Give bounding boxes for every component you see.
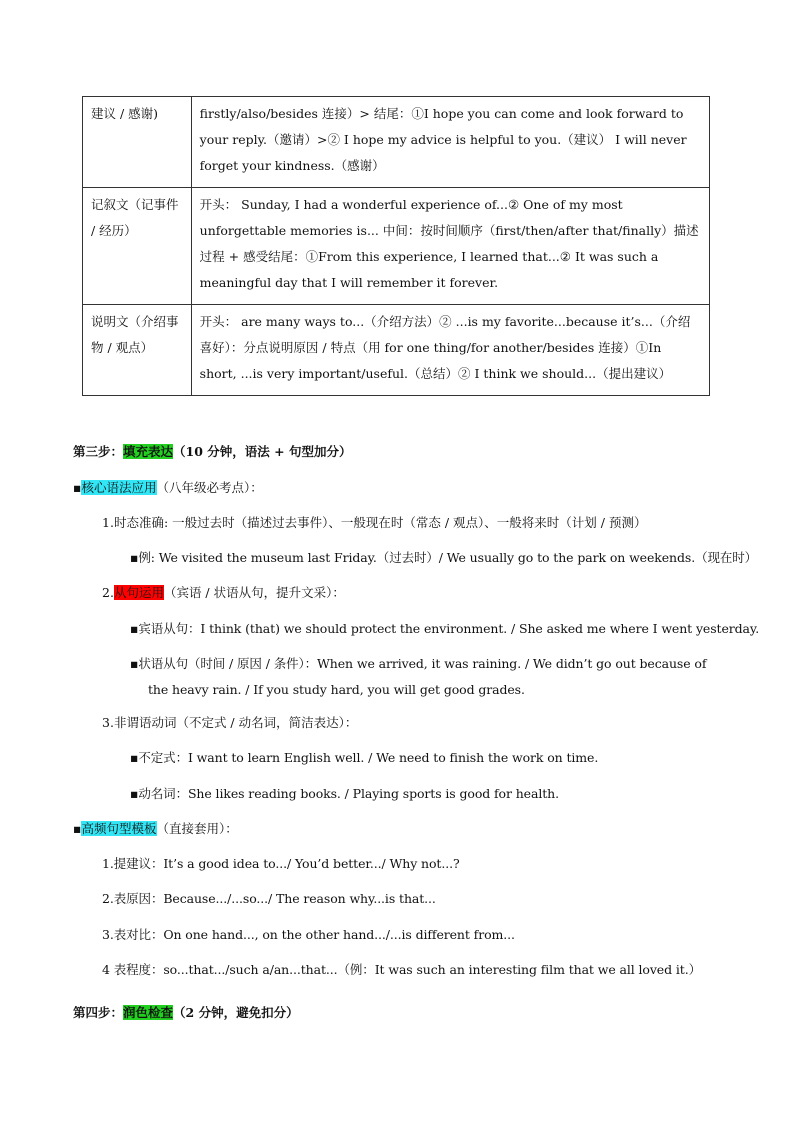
step3-prefix: 第三步： — [73, 444, 124, 459]
item-number: 2. — [102, 891, 114, 906]
item-number: 1. — [102, 515, 114, 530]
table-cell-content: 开头： are many ways to...（介绍方法）② ...is my favorite...because it’s...（介绍喜好）：分点说明原因 / 特点（用 for one thing/for another/besides 连接）①In short, ...is very important/useful.（总结）② I think we should...（提出建议） — [191, 305, 709, 396]
pattern-item-4 — [102, 961, 701, 979]
patterns-heading — [73, 820, 238, 838]
item-number: 3. — [102, 715, 114, 730]
pattern-item-3 — [102, 926, 515, 944]
table-cell-type: 记叙文（记事件 / 经历） — [83, 188, 192, 305]
grammar-title-suffix: （八年级必考点）： — [156, 480, 263, 495]
item-title: 非谓语动词 — [113, 715, 177, 730]
pattern-item-2 — [102, 890, 436, 908]
table-cell-content: firstly/also/besides 连接）> 结尾：①I hope you can come and look forward to your reply.（邀请）>② I hope my advice is helpful to you.（建议） I will never forget your kindness.（感谢） — [191, 97, 709, 188]
item-text: : 一般过去时（描述过去事件）、一般现在时（常态 / 观点）、一般将来时（计划 / 预测） — [163, 515, 647, 530]
item-text: ：It’s a good idea to.../ You’d better.../ Why not...? — [150, 856, 460, 871]
table-cell-type: 建议 / 感谢) — [83, 97, 192, 188]
grammar-item-2-example-1: ▪宾语从句：I think (that) we should protect the environment. / She asked me where I went yesterday. — [130, 621, 760, 636]
item-title: 表程度 — [113, 962, 151, 977]
grammar-title: 核心语法应用 — [81, 480, 157, 495]
grammar-item-1 — [102, 514, 646, 532]
item-suffix: （宾语 / 状语从句，提升文采）： — [163, 585, 345, 600]
item-text: ：so...that.../such a/an...that...（例：It was such an interesting film that we all loved it.） — [150, 962, 701, 977]
grammar-heading — [73, 479, 263, 497]
patterns-title: 高频句型模板 — [81, 821, 157, 836]
step4-title: 润色检查 — [123, 1005, 174, 1020]
grammar-item-3-example-1: ▪不定式：I want to learn English well. / We need to finish the work on time. — [130, 750, 599, 765]
item-title: 表原因 — [113, 891, 151, 906]
step4-heading — [73, 1004, 299, 1022]
grammar-item-3-example-2: ▪动名词：She likes reading books. / Playing sports is good for health. — [130, 786, 559, 801]
step3-title: 填充表达 — [123, 444, 174, 459]
item-number: 3. — [102, 927, 114, 942]
grammar-item-3 — [102, 714, 357, 732]
grammar-item-2-example-2-cont: the heavy rain. / If you study hard, you will get good grades. — [148, 682, 525, 697]
step3-heading — [73, 443, 351, 461]
grammar-item-1-example: ▪例: We visited the museum last Friday.（过去时）/ We usually go to the park on weekends.（现在时） — [130, 550, 758, 565]
item-text: ：Because.../...so.../ The reason why...is that... — [150, 891, 436, 906]
table-row — [83, 188, 710, 305]
step4-suffix: （2 分钟，避免扣分） — [173, 1005, 299, 1020]
bullet-icon: ▪ — [73, 480, 82, 495]
table-row — [83, 97, 710, 188]
item-number: 4 — [102, 962, 114, 977]
table-row — [83, 305, 710, 396]
step4-prefix: 第四步： — [73, 1005, 124, 1020]
item-number: 1. — [102, 856, 114, 871]
item-suffix: （不定式 / 动名词，简洁表达）： — [176, 715, 358, 730]
grammar-item-2 — [102, 584, 345, 602]
patterns-title-suffix: （直接套用）： — [156, 821, 238, 836]
pattern-item-1 — [102, 855, 460, 873]
table-cell-content: 开头： Sunday, I had a wonderful experience of...② One of my most unforgettable memories is... 中间：按时间顺序（first/then/after that/finally）描述过程 + 感受结尾：①From this experience, I learned that...② It was such a meaningful day that I will remember it forever. — [191, 188, 709, 305]
step3-suffix: （10 分钟，语法 + 句型加分） — [173, 444, 352, 459]
table-cell-type: 说明文（介绍事物 / 观点） — [83, 305, 192, 396]
item-text: ：On one hand..., on the other hand.../...is different from... — [150, 927, 515, 942]
item-number: 2. — [102, 585, 114, 600]
writing-structure-table — [82, 96, 710, 396]
item-title: 表对比 — [113, 927, 151, 942]
item-title: 从句运用 — [113, 585, 164, 600]
grammar-item-2-example-2: ▪状语从句（时间 / 原因 / 条件）：When we arrived, it was raining. / We didn’t go out because of — [130, 656, 707, 671]
bullet-icon: ▪ — [73, 821, 82, 836]
item-title: 提建议 — [113, 856, 151, 871]
item-title: 时态准确 — [113, 515, 164, 530]
